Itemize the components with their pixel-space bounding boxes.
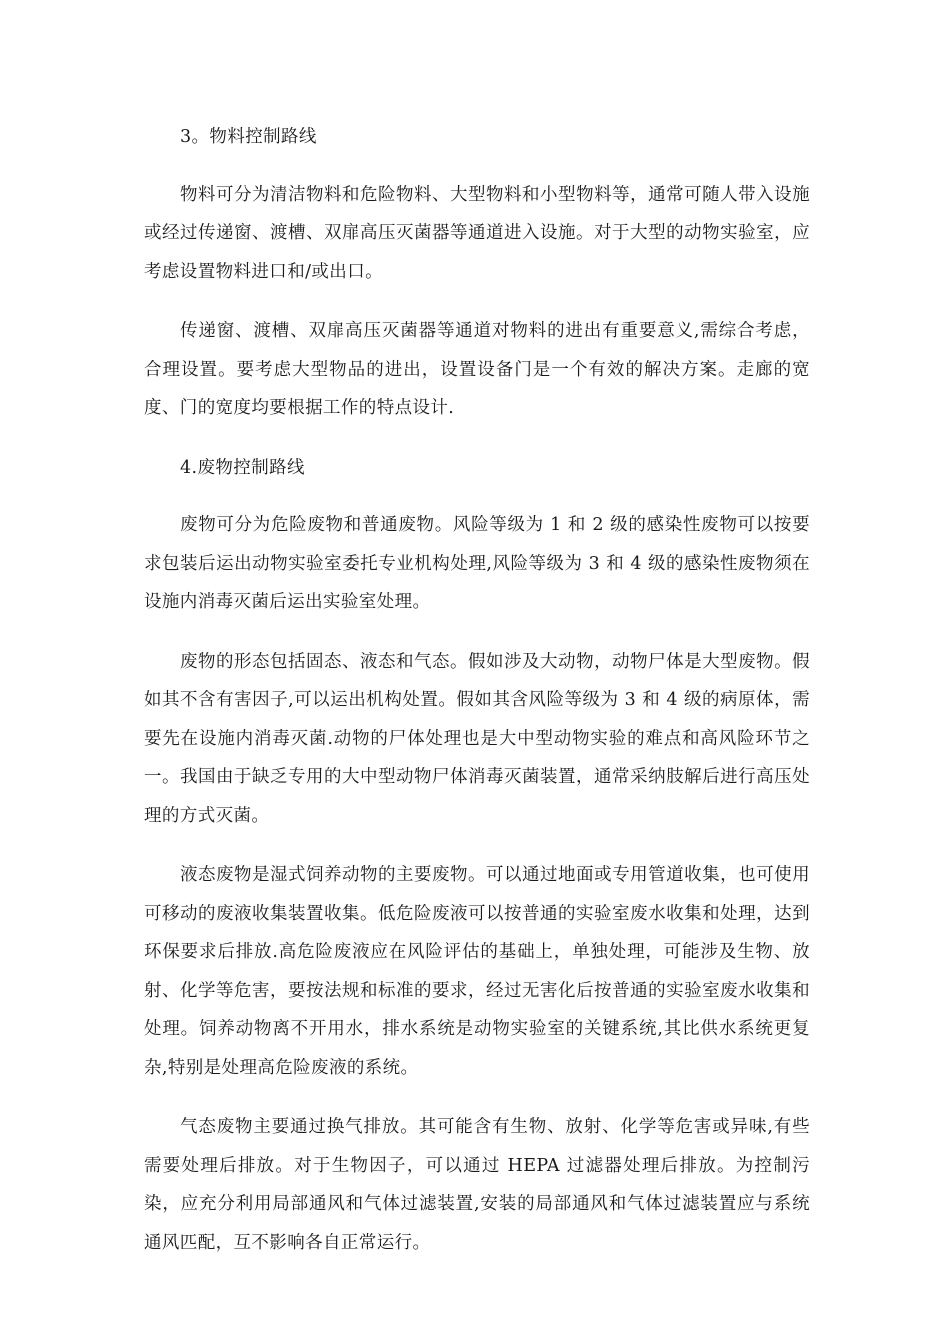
paragraph-waste-forms: 废物的形态包括固态、液态和气态。假如涉及大动物，动物尸体是大型废物。假如其不含有害因子,可以运出机构处置。假如其含风险等级为 3 和 4 级的病原体，需要先在设施内消毒灭菌.动物的尸体处理也是大中型动物实验的难点和高风险环节之一。我国由于缺乏专用的大中型动物尸体消毒灭菌装置，通常采纳肢解后进行高压处理的方式灭菌。 xyxy=(144,651,810,826)
paragraph-gaseous-waste: 气态废物主要通过换气排放。其可能含有生物、放射、化学等危害或异味,有些需要处理后排放。对于生物因子，可以通过 HEPA 过滤器处理后排放。为控制污染，应充分利用局部通风和气体过滤装置,安装的局部通风和气体过滤装置应与系统通风匹配，互不影响各自正常运行。 xyxy=(144,1117,810,1253)
section-heading-material-control: 3。物料控制路线 xyxy=(180,127,317,147)
paragraph-material-channels: 传递窗、渡槽、双扉高压灭菌器等通道对物料的进出有重要意义,需综合考虑，合理设置。要考虑大型物品的进出，设置设备门是一个有效的解决方案。走廊的宽度、门的宽度均要根据工作的特点设计. xyxy=(144,321,810,418)
paragraph-liquid-waste: 液态废物是湿式饲养动物的主要废物。可以通过地面或专用管道收集，也可使用可移动的废液收集装置收集。低危险废液可以按普通的实验室废水收集和处理，达到环保要求后排放.高危险废液应在风险评估的基础上，单独处理，可能涉及生物、放射、化学等危害，要按法规和标准的要求，经过无害化后按普通的实验室废水收集和处理。饲养动物离不开用水，排水系统是动物实验室的关键系统,其比供水系统更复杂,特别是处理高危险废液的系统。 xyxy=(144,865,810,1078)
paragraph-material-types: 物料可分为清洁物料和危险物料、大型物料和小型物料等，通常可随人带入设施或经过传递窗、渡槽、双扉高压灭菌器等通道进入设施。对于大型的动物实验室，应考虑设置物料进口和/或出口。 xyxy=(144,184,810,282)
document-body xyxy=(144,118,810,1283)
paragraph-waste-types: 废物可分为危险废物和普通废物。风险等级为 1 和 2 级的感染性废物可以按要求包装后运出动物实验室委托专业机构处理,风险等级为 3 和 4 级的感染性废物须在设施内消毒灭菌后运出实验室处理。 xyxy=(144,515,810,612)
section-heading-waste-control: 4.废物控制路线 xyxy=(180,457,305,478)
